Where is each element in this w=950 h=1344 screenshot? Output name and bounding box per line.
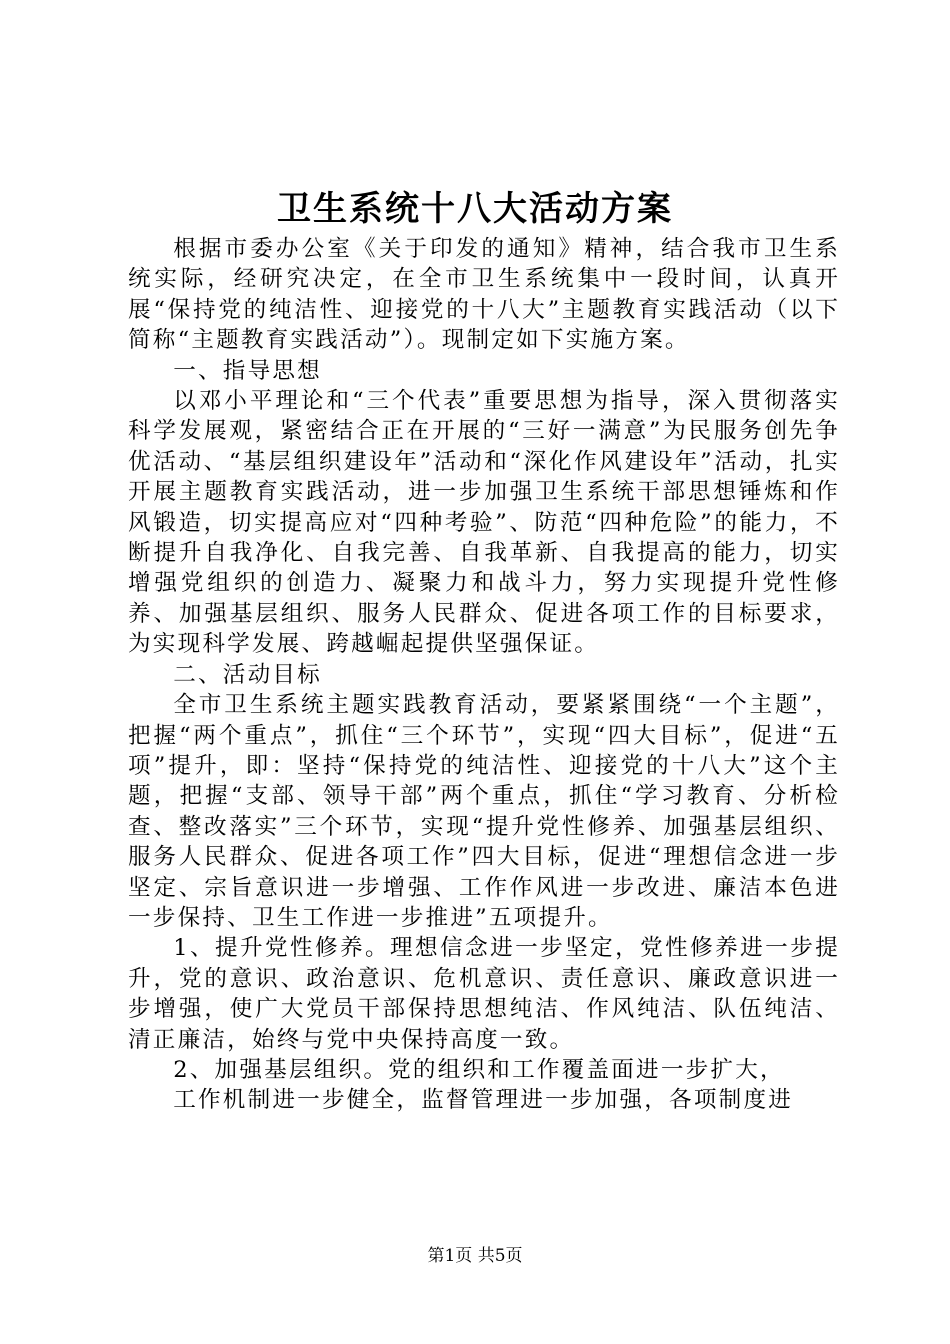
paragraph-guiding-thought: 以邓小平理论和“三个代表”重要思想为指导，深入贯彻落实科学发展观，紧密结合正在开展的“三好一满意”为民服务创先争优活动、“基层组织建设年”活动和“深化作风建设年”活动，扎实开展主题教育实践活动，进一步加强卫生系统干部思想锤炼和作风锻造，切实提高应对“四种考验”、防范“四种危险”的能力，不断提升自我净化、自我完善、自我革新、自我提高的能力，切实增强党组织的创造力、凝聚力和战斗力，努力实现提升党性修养、加强基层组织、服务人民群众、促进各项工作的目标要求，为实现科学发展、跨越崛起提供坚强保证。 bbox=[128, 388, 840, 658]
paragraph-item-2: 2、加强基层组织。党的组织和工作覆盖面进一步扩大， bbox=[173, 1056, 785, 1083]
section-heading-activity-goals: 二、活动目标 bbox=[173, 661, 322, 688]
section-heading-guiding-thought: 一、指导思想 bbox=[173, 357, 322, 384]
paragraph-item-1: 1、提升党性修养。理想信念进一步坚定，党性修养进一步提升，党的意识、政治意识、危机意识、责任意识、廉政意识进一步增强，使广大党员干部保持思想纯洁、作风纯洁、队伍纯洁、清正廉洁，始终与党中央保持高度一致。 bbox=[128, 935, 840, 1053]
page-number-footer: 第1页 共5页 bbox=[427, 1246, 523, 1266]
paragraph-activity-goals: 全市卫生系统主题实践教育活动，要紧紧围绕“一个主题”，把握“两个重点”，抓住“三个环节”，实现“四大目标”，促进“五项”提升，即：坚持“保持党的纯洁性、迎接党的十八大”这个主题，把握“支部、领导干部”两个重点，抓住“学习教育、分析检查、整改落实”三个环节，实现“提升党性修养、加强基层组织、服务人民群众、促进各项工作”四大目标，促进“理想信念进一步坚定、宗旨意识进一步增强、工作作风进一步改进、廉洁本色进一步保持、卫生工作进一步推进”五项提升。 bbox=[128, 692, 840, 931]
paragraph-continuation: 工作机制进一步健全，监督管理进一步加强，各项制度进 bbox=[173, 1087, 794, 1114]
document-title: 卫生系统十八大活动方案 bbox=[277, 189, 673, 229]
document-body bbox=[128, 234, 840, 1116]
paragraph-intro: 根据市委办公室《关于印发的通知》精神，结合我市卫生系统实际，经研究决定，在全市卫生系统集中一段时间，认真开展“保持党的纯洁性、迎接党的十八大”主题教育实践活动（以下简称“主题教育实践活动”）。现制定如下实施方案。 bbox=[128, 236, 840, 354]
